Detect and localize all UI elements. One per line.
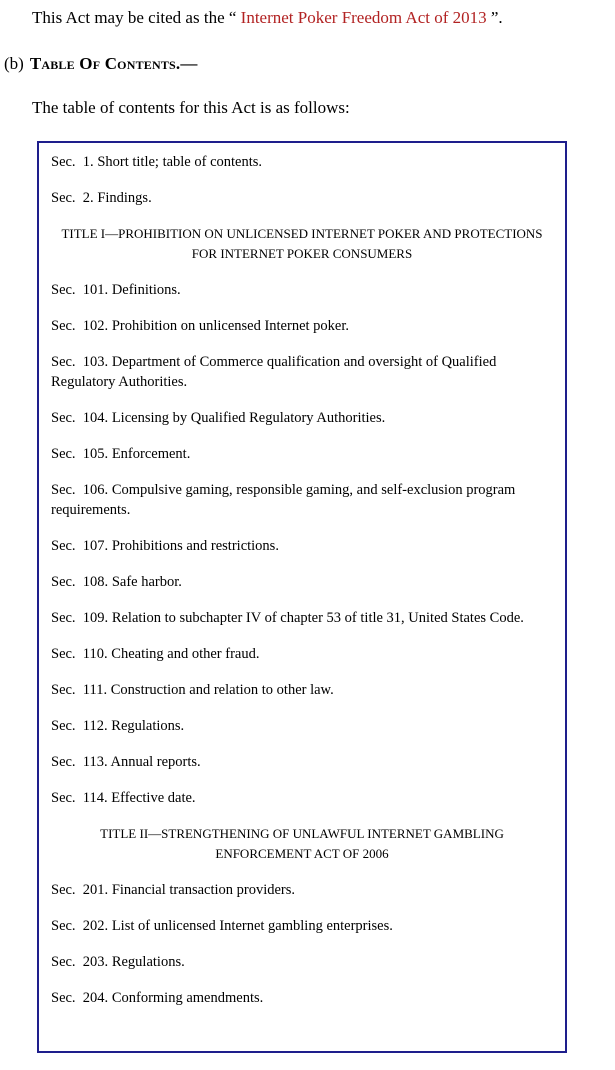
toc-section-entry[interactable] — [51, 916, 553, 936]
toc-section-text: Licensing by Qualified Regulatory Authorities. — [111, 410, 386, 426]
toc-section-number: Sec. 201. — [51, 882, 109, 898]
toc-section-entry[interactable] — [51, 572, 553, 592]
toc-section-text: Effective date. — [111, 790, 196, 806]
toc-section-number: Sec. 202. — [51, 918, 109, 934]
toc-section-number: Sec. 101. — [51, 282, 109, 298]
subsection-marker: (b) — [4, 54, 24, 73]
subsection-title: Table Of Contents.— — [29, 54, 198, 73]
toc-section-number: Sec. 114. — [51, 790, 108, 806]
toc-section-entry[interactable] — [51, 316, 553, 336]
toc-section-number: Sec. 107. — [51, 538, 109, 554]
toc-section-text: Enforcement. — [111, 446, 191, 462]
toc-section-entry[interactable] — [51, 644, 553, 664]
toc-section-entry[interactable] — [51, 188, 553, 208]
toc-section-number: Sec. 105. — [51, 446, 109, 462]
toc-section-text: Financial transaction providers. — [111, 882, 296, 898]
toc-section-number: Sec. 109. — [51, 610, 109, 626]
toc-section-text: Regulations. — [111, 954, 185, 970]
toc-section-text: Regulations. — [111, 718, 185, 734]
toc-section-entry[interactable] — [51, 716, 553, 736]
toc-section-text: Definitions. — [111, 282, 181, 298]
toc-section-text: Short title; table of contents. — [97, 154, 263, 170]
toc-section-number: Sec. 103. — [51, 354, 109, 370]
toc-section-number: Sec. 111. — [51, 682, 108, 698]
table-of-contents — [37, 141, 567, 1053]
toc-section-number: Sec. 1. — [51, 154, 94, 170]
toc-title-heading: TITLE II—STRENGTHENING OF UNLAWFUL INTERNET GAMBLING ENFORCEMENT ACT OF 2006 — [100, 826, 504, 861]
toc-section-text: Prohibition on unlicensed Internet poker. — [111, 318, 350, 334]
toc-section-text: Compulsive gaming, responsible gaming, and self-exclusion program requirements. — [51, 482, 516, 518]
toc-section-entry[interactable] — [51, 788, 553, 808]
toc-section-text: Construction and relation to other law. — [110, 682, 334, 698]
subsection-heading — [4, 54, 198, 74]
toc-section-entry[interactable] — [51, 480, 553, 520]
toc-title-heading: TITLE I—PROHIBITION ON UNLICENSED INTERNET POKER AND PROTECTIONS FOR INTERNET POKER CONSUMERS — [61, 226, 543, 261]
toc-section-number: Sec. 108. — [51, 574, 109, 590]
toc-section-number: Sec. 106. — [51, 482, 109, 498]
toc-section-text: Department of Commerce qualification and oversight of Qualified Regulatory Authorities. — [51, 354, 497, 390]
citation-prefix: This Act may be cited as the “ — [32, 8, 237, 27]
toc-section-number: Sec. 203. — [51, 954, 109, 970]
toc-section-entry[interactable] — [51, 536, 553, 556]
toc-section-number: Sec. 104. — [51, 410, 109, 426]
toc-section-number: Sec. 204. — [51, 990, 109, 1006]
citation-suffix: ”. — [490, 8, 503, 27]
toc-section-entry[interactable] — [51, 752, 553, 772]
toc-section-text: Prohibitions and restrictions. — [111, 538, 279, 554]
toc-intro-text: The table of contents for this Act is as follows: — [32, 98, 350, 117]
toc-section-entry[interactable] — [51, 280, 553, 300]
toc-section-number: Sec. 112. — [51, 718, 108, 734]
short-title-citation — [32, 8, 503, 28]
toc-section-entry[interactable] — [51, 608, 553, 628]
toc-section-entry[interactable] — [51, 988, 553, 1008]
toc-section-text: Cheating and other fraud. — [111, 646, 260, 662]
toc-section-entry[interactable] — [51, 152, 553, 172]
toc-section-number: Sec. 110. — [51, 646, 108, 662]
act-title-link[interactable]: Internet Poker Freedom Act of 2013 — [240, 8, 487, 27]
toc-section-entry[interactable] — [51, 680, 553, 700]
toc-section-text: Annual reports. — [110, 754, 201, 770]
toc-section-entry[interactable] — [51, 408, 553, 428]
toc-section-entry[interactable] — [51, 444, 553, 464]
toc-section-text: Safe harbor. — [111, 574, 182, 590]
toc-section-entry[interactable] — [51, 880, 553, 900]
toc-section-entry[interactable] — [51, 952, 553, 972]
toc-section-text: Relation to subchapter IV of chapter 53 of title 31, United States Code. — [111, 610, 524, 626]
toc-section-text: Conforming amendments. — [111, 990, 264, 1006]
toc-section-number: Sec. 2. — [51, 190, 94, 206]
toc-section-number: Sec. 113. — [51, 754, 108, 770]
toc-section-number: Sec. 102. — [51, 318, 109, 334]
toc-section-text: Findings. — [97, 190, 152, 206]
toc-section-entry[interactable] — [51, 352, 553, 392]
toc-section-text: List of unlicensed Internet gambling enterprises. — [111, 918, 393, 934]
